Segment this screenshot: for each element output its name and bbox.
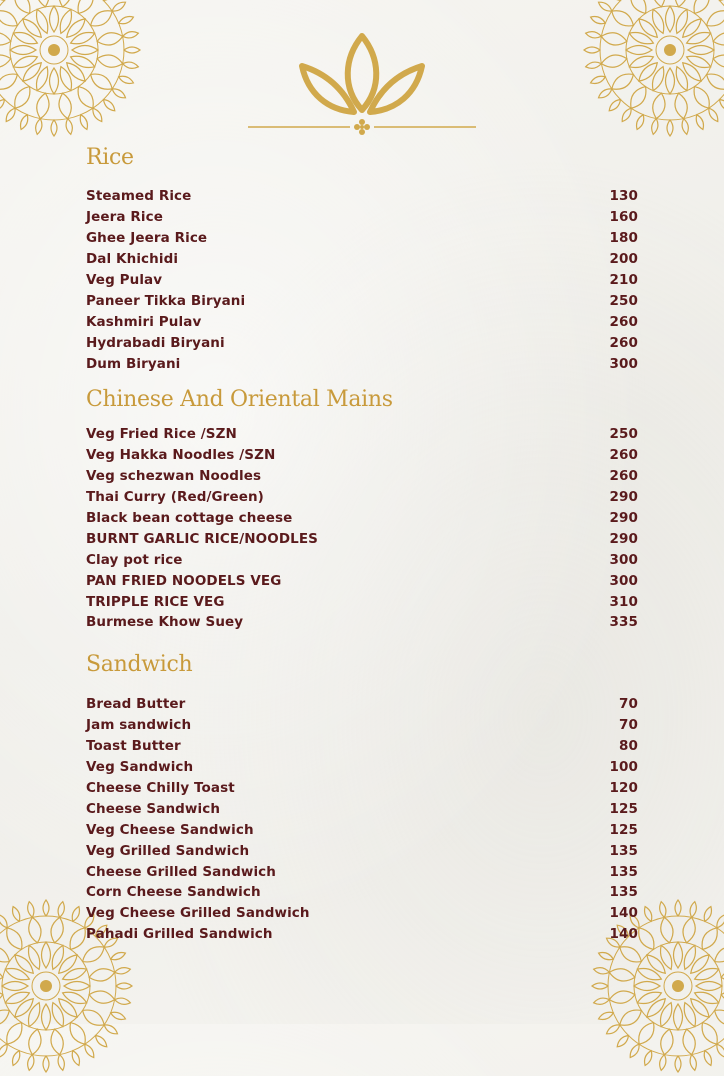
item-price: 125: [609, 821, 638, 838]
menu-item: [86, 528, 638, 549]
item-price: 70: [619, 696, 638, 713]
item-name: Ghee Jeera Rice: [86, 230, 208, 247]
menu-item: [86, 424, 638, 445]
item-price: 140: [609, 905, 638, 922]
item-price: 120: [609, 780, 638, 796]
item-name: Steamed Rice: [86, 188, 192, 205]
item-name: Bread Butter: [86, 696, 186, 713]
menu-item: [86, 591, 638, 612]
item-name: BURNT GARLIC RICE/NOODLES: [86, 530, 318, 547]
item-name: Hydrabadi Biryani: [86, 334, 225, 351]
item-price: 300: [609, 572, 638, 589]
menu-item: [86, 882, 638, 903]
menu-item: [86, 903, 638, 924]
item-name: Veg schezwan Noodles: [86, 468, 262, 485]
item-name: Veg Sandwich: [86, 759, 194, 776]
item-price: 200: [609, 251, 638, 268]
item-name: Dum Biryani: [86, 355, 181, 372]
item-name: Cheese Sandwich: [86, 800, 221, 817]
menu-item: [86, 332, 638, 353]
item-name: Pahadi Grilled Sandwich: [86, 926, 273, 943]
section-title-sandwich: Sandwich: [86, 652, 193, 677]
item-price: 135: [609, 884, 638, 901]
menu-list-chinese: [86, 424, 638, 633]
item-name: Cheese Chilly Toast: [86, 780, 235, 796]
menu-item: [86, 736, 638, 757]
item-name: Clay pot rice: [86, 551, 183, 568]
menu-list-sandwich: [86, 694, 638, 945]
menu-item: [86, 228, 638, 249]
item-price: 260: [609, 468, 638, 485]
mandala-icon-top-left: [0, 0, 144, 140]
item-price: 135: [609, 842, 638, 859]
menu-item: [86, 778, 638, 799]
menu-item: [86, 508, 638, 529]
item-price: 140: [609, 926, 638, 943]
item-price: 160: [609, 209, 638, 226]
item-name: Thai Curry (Red/Green): [86, 489, 264, 506]
menu-item: [86, 249, 638, 270]
menu-item: [86, 570, 638, 591]
item-price: 250: [609, 426, 638, 443]
mandala-icon-top-right: [580, 0, 724, 140]
menu-item: [86, 715, 638, 736]
item-name: Jam sandwich: [86, 717, 192, 734]
item-price: 260: [609, 334, 638, 351]
item-price: 310: [609, 593, 638, 610]
menu-item: [86, 466, 638, 487]
item-name: Dal Khichidi: [86, 251, 179, 268]
menu-item: [86, 819, 638, 840]
item-price: 300: [609, 551, 638, 568]
item-price: 250: [609, 292, 638, 309]
item-price: 210: [609, 272, 638, 288]
item-name: Veg Cheese Sandwich: [86, 821, 254, 838]
item-price: 180: [609, 230, 638, 247]
item-name: TRIPPLE RICE VEG: [86, 593, 225, 610]
menu-item: [86, 353, 638, 374]
item-price: 130: [609, 188, 638, 205]
menu-item: [86, 549, 638, 570]
item-price: 290: [609, 530, 638, 547]
menu-item: [86, 186, 638, 207]
item-price: 100: [609, 759, 638, 776]
item-name: Burmese Khow Suey: [86, 614, 244, 631]
item-price: 260: [609, 447, 638, 464]
menu-item: [86, 445, 638, 466]
menu-item: [86, 270, 638, 291]
menu-item: [86, 612, 638, 633]
item-name: Corn Cheese Sandwich: [86, 884, 261, 901]
item-name: Veg Pulav: [86, 272, 163, 288]
item-name: Veg Grilled Sandwich: [86, 842, 250, 859]
item-price: 260: [609, 313, 638, 330]
item-name: Veg Fried Rice /SZN: [86, 426, 237, 443]
menu-item: [86, 861, 638, 882]
item-name: Veg Cheese Grilled Sandwich: [86, 905, 310, 922]
item-name: PAN FRIED NOODELS VEG: [86, 572, 282, 589]
menu-item: [86, 840, 638, 861]
item-price: 335: [609, 614, 638, 631]
item-price: 125: [609, 800, 638, 817]
item-price: 300: [609, 355, 638, 372]
item-name: Black bean cottage cheese: [86, 510, 293, 526]
item-name: Paneer Tikka Biryani: [86, 292, 246, 309]
item-price: 290: [609, 489, 638, 506]
menu-item: [86, 487, 638, 508]
lotus-icon: [246, 28, 478, 136]
menu-item: [86, 757, 638, 778]
menu-item: [86, 290, 638, 311]
section-title-rice: Rice: [86, 145, 134, 170]
menu-item: [86, 694, 638, 715]
ornament-divider-icon: [248, 119, 476, 135]
menu-item: [86, 311, 638, 332]
menu-item: [86, 924, 638, 945]
section-title-chinese: Chinese And Oriental Mains: [86, 387, 393, 412]
item-price: 290: [609, 510, 638, 526]
item-name: Veg Hakka Noodles /SZN: [86, 447, 276, 464]
item-name: Kashmiri Pulav: [86, 313, 202, 330]
menu-item: [86, 798, 638, 819]
item-price: 80: [619, 738, 638, 755]
menu-list-rice: [86, 186, 638, 374]
item-name: Toast Butter: [86, 738, 181, 755]
item-price: 135: [609, 863, 638, 880]
item-price: 70: [619, 717, 638, 734]
item-name: Cheese Grilled Sandwich: [86, 863, 276, 880]
menu-item: [86, 207, 638, 228]
item-name: Jeera Rice: [86, 209, 163, 226]
